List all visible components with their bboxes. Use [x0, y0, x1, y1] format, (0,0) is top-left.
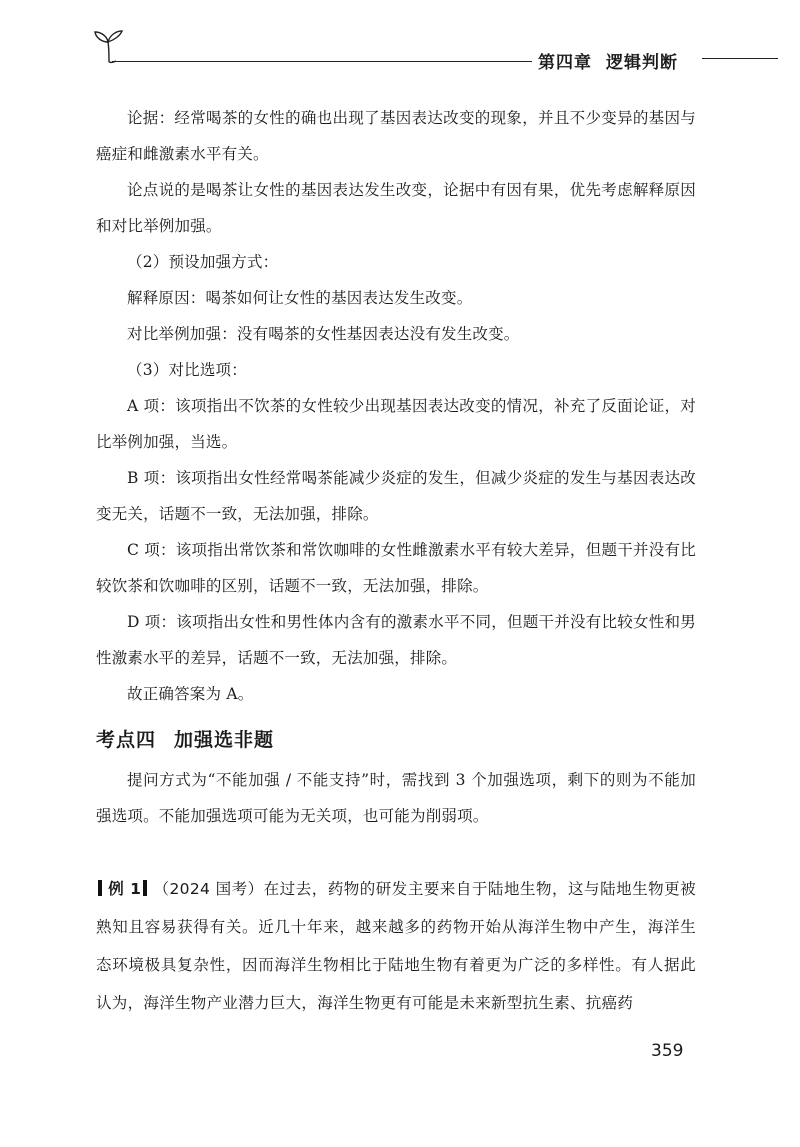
- chapter-heading: [538, 48, 678, 73]
- paragraph-option-b: B 项：该项指出女性经常喝茶能减少炎症的发生，但减少炎症的发生与基因表达改变无关，话题不一致，无法加强，排除。: [96, 469, 696, 523]
- section-title: 加强选非题: [174, 729, 275, 751]
- paragraph-option-d: D 项：该项指出女性和男性体内含有的激素水平不同，但题干并没有比较女性和男性激素水平的差异，话题不一致，无法加强，排除。: [96, 613, 696, 667]
- section-heading: [96, 726, 696, 754]
- example-text: （2024 国考）在过去，药物的研发主要来自于陆地生物，这与陆地生物更被熟知且容易获得有关。近几十年来，越来越多的药物开始从海洋生物中产生，海洋生态环境极具复杂性，因而海洋生物相比于陆地生物有着更为广泛的多样性。有人据此认为，海洋生物产业潜力巨大，海洋生物更有可能是未来新型抗生素、抗癌药: [96, 880, 696, 1012]
- example-label: 例 1: [108, 880, 142, 898]
- paragraph-answer: 故正确答案为 A。: [127, 685, 254, 703]
- paragraph-option-a: A 项：该项指出不饮茶的女性较少出现基因表达改变的情况，补充了反面论证，对比举例加强，当选。: [96, 397, 696, 451]
- example-bar-right: [143, 880, 147, 896]
- paragraph-explain-cause: 解释原因：喝茶如何让女性的基因表达发生改变。: [127, 289, 473, 307]
- sprout-icon: [92, 28, 126, 64]
- page-body: [96, 100, 696, 1022]
- chapter-title: 逻辑判断: [606, 53, 678, 73]
- paragraph-contrast-example: 对比举例加强：没有喝茶的女性基因表达没有发生改变。: [127, 325, 520, 343]
- paragraph-step-2: （2）预设加强方式：: [127, 253, 279, 271]
- page-header: [0, 0, 800, 80]
- paragraph-argument: 论据：经常喝茶的女性的确也出现了基因表达改变的现象，并且不少变异的基因与癌症和雌激素水平有关。: [96, 109, 696, 163]
- chapter-number: 第四章: [538, 53, 592, 73]
- section-number: 考点四: [96, 729, 157, 751]
- example-question: [96, 870, 696, 1022]
- section-paragraph: 提问方式为“不能加强 / 不能支持”时，需找到 3 个加强选项，剩下的则为不能加强选项。不能加强选项可能为无关项，也可能为削弱项。: [96, 771, 696, 825]
- paragraph-option-c: C 项：该项指出常饮茶和常饮咖啡的女性雌激素水平有较大差异，但题干并没有比较饮茶和饮咖啡的区别，话题不一致，无法加强，排除。: [96, 541, 696, 595]
- example-bar-left: [98, 880, 102, 896]
- paragraph-step-3: （3）对比选项：: [127, 361, 247, 379]
- paragraph-analysis: 论点说的是喝茶让女性的基因表达发生改变，论据中有因有果，优先考虑解释原因和对比举例加强。: [96, 181, 696, 235]
- page-number: 359: [651, 1041, 684, 1061]
- header-rule-right: [702, 58, 778, 59]
- header-rule-left: [112, 61, 532, 62]
